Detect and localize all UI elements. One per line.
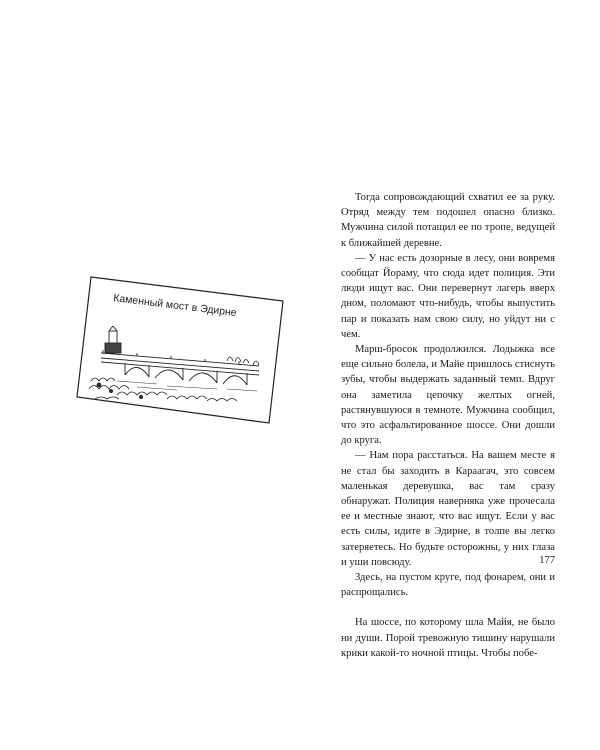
bridge-tower	[105, 326, 121, 353]
paragraph: — У нас есть дозорные в лесу, они вовремя сообщат Йораму, что сюда идет полиция. Эти люди ищут вас. Они перевернут лагерь вверх дном, поломают что-нибудь, чтобы выпустить пар и показать нам свою силу, но уйдут ни с чем.	[341, 252, 555, 340]
bridge-arches	[125, 363, 247, 385]
paragraph: — Нам пора расстаться. На вашем месте я не стал бы заходить в Караагач, это совсем маленькая деревушка, вас там сразу обнаружат. Полиция наверняка уже прочесала ее и местные знают, что вас ищут. Если у вас есть силы, идите в Эдирне, в толпе вы легко затеряетесь. Но будьте осторожны, у них глаза и уши повсюду.	[341, 450, 555, 568]
paragraph: Марш-бросок продолжился. Лодыжка все еще сильно болела, и Майе пришлось стиснуть зубы, чтобы выдержать заданный темп. Вдруг она заметила цепочку желтых огней, растянувшуюся в темноте. Мужчина сообщил, что это асфальтированное шоссе. Они дошли до круга.	[341, 344, 555, 447]
book-text-column	[341, 190, 555, 661]
page-number: 177	[539, 555, 555, 566]
river-bank-shrubs	[89, 378, 237, 401]
river-water	[117, 381, 257, 391]
paragraph: Тогда сопровождающий схватил ее за руку. Отряд между тем подошел опасно близко. Мужчина силой потащил ее по тропе, ведущей к ближайшей деревне.	[341, 192, 555, 249]
bridge-sketch-svg	[77, 277, 283, 423]
paragraph: Здесь, на пустом круге, под фонарем, они и распрощались.	[341, 572, 555, 599]
paragraph: На шоссе, по которому шла Майя, не было ни души. Порой тревожную тишину нарушали крики какой-то ночной птицы. Чтобы побе-	[341, 617, 555, 659]
illustration-caption: Каменный мост в Эдирне	[112, 292, 238, 320]
bridge-illustration	[77, 277, 283, 423]
